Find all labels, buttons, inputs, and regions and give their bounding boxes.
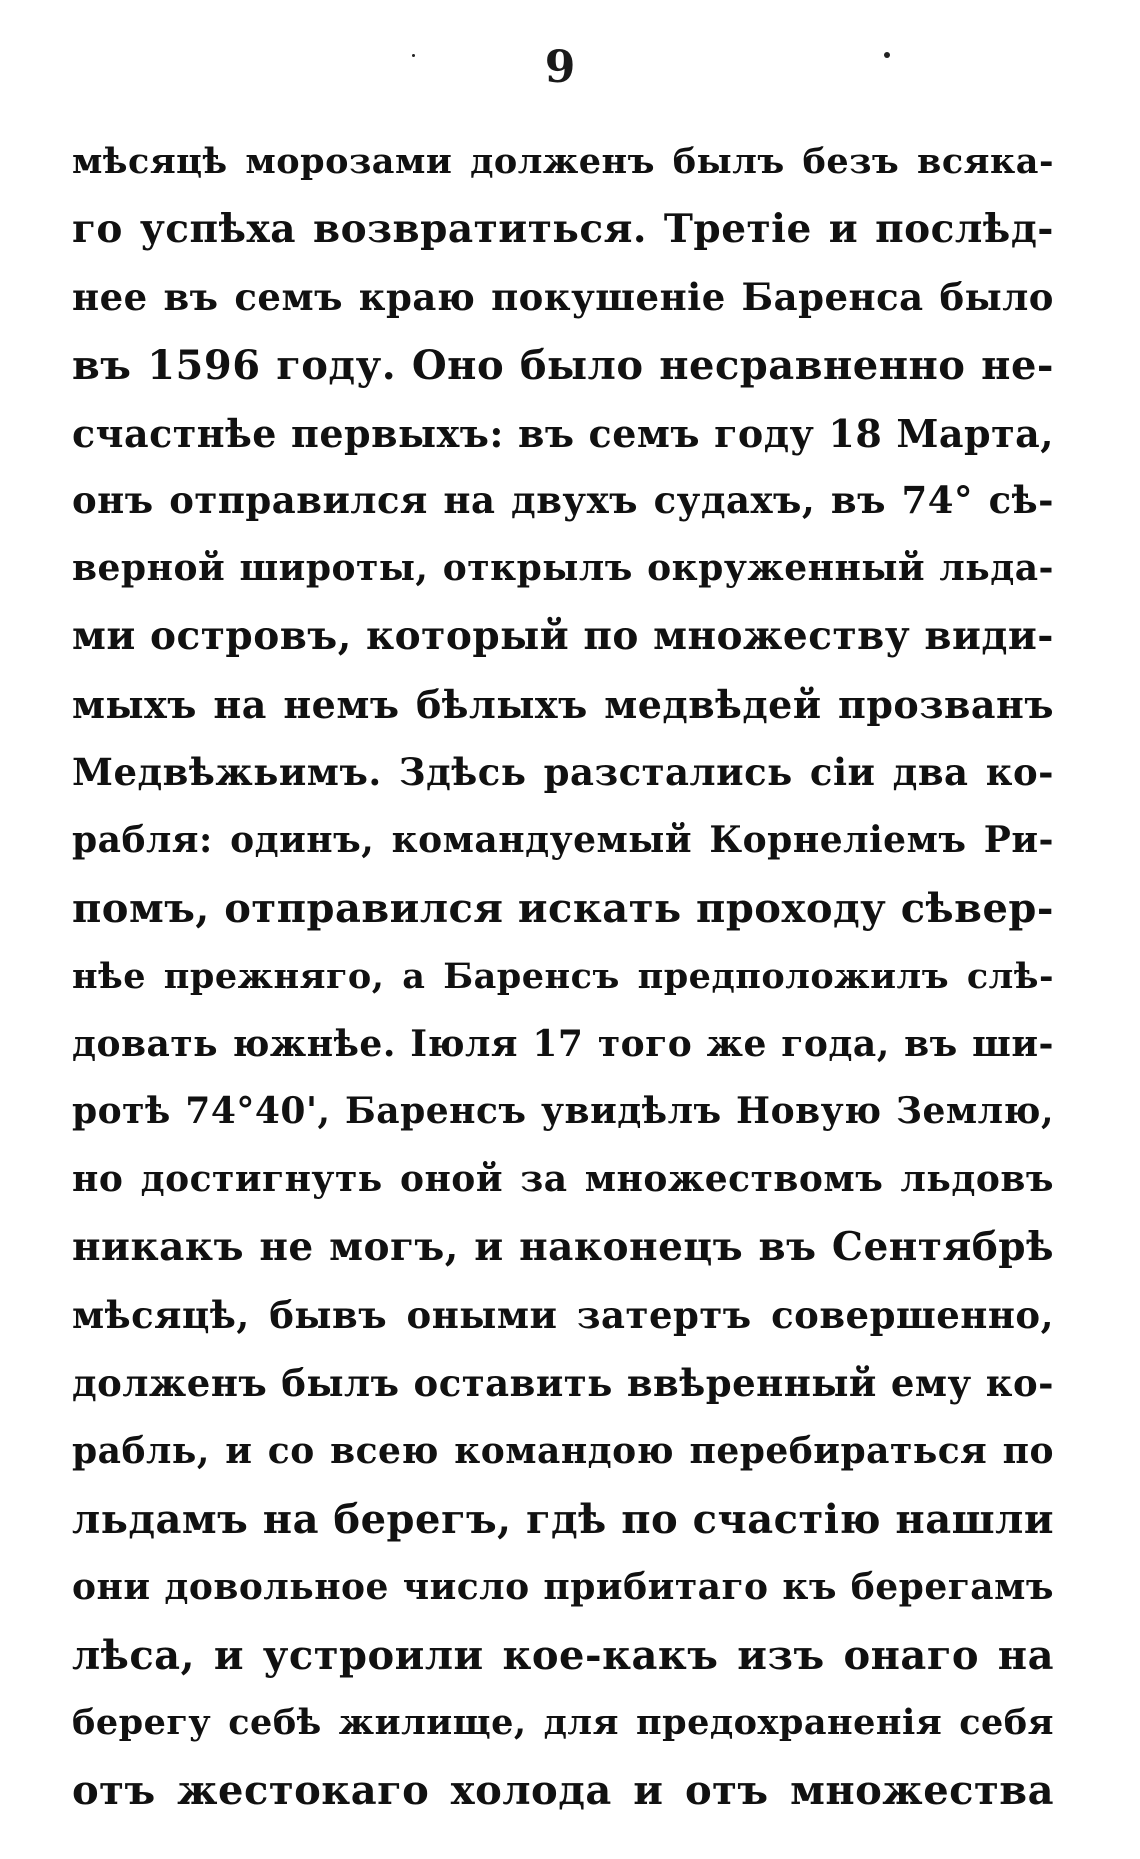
text-line: рабля: одинъ, командуемый Корнеліемъ Ри-: [72, 818, 1054, 861]
body-text: [72, 128, 1054, 1825]
text-line: долженъ былъ оставить ввѣренный ему ко-: [72, 1361, 1054, 1406]
text-line: но достигнуть оной за множествомъ льдовъ: [72, 1158, 1054, 1201]
text-line: рабль, и со всею командою перебираться по: [72, 1429, 1054, 1472]
text-line: отъ жестокаго холода и отъ множества: [72, 1767, 1054, 1815]
text-line: нѣе прежняго, а Баренсъ предположилъ слѣ-: [72, 955, 1054, 997]
text-line: льдамъ на берегъ, гдѣ по счастію нашли: [72, 1495, 1054, 1543]
text-line: счастнѣе первыхъ: въ семъ году 18 Марта,: [72, 410, 1054, 456]
text-line: мыхъ на немъ бѣлыхъ медвѣдей прозванъ: [72, 682, 1054, 728]
text-line: го успѣха возвратиться. Третіе и послѣд-: [72, 205, 1054, 252]
text-line: нее въ семъ краю покушеніе Баренса было: [72, 274, 1054, 319]
text-line: лѣса, и устроили кое-какъ изъ онаго на: [72, 1631, 1054, 1679]
text-line: мѣсяцѣ, бывъ оными затертъ совершенно,: [72, 1293, 1054, 1338]
text-line: верной широты, открылъ окруженный льда-: [72, 547, 1054, 590]
text-line: помъ, отправился искать проходу сѣвер-: [72, 884, 1054, 932]
ink-speck: [884, 52, 890, 58]
text-line: они довольное число прибитаго къ берегамъ: [72, 1565, 1054, 1608]
ink-speck: [412, 54, 415, 57]
text-line: Медвѣжьимъ. Здѣсь разстались сіи два ко-: [72, 750, 1054, 795]
text-line: ротѣ 74°40', Баренсъ увидѣлъ Новую Землю,: [72, 1090, 1054, 1133]
text-line: довать южнѣе. Іюля 17 того же года, въ ши-: [72, 1022, 1054, 1065]
text-line: мѣсяцѣ морозами долженъ былъ безъ всяка-: [72, 141, 1054, 182]
text-line: берегу себѣ жилище, для предохраненія себя: [72, 1702, 1054, 1744]
text-line: никакъ не могъ, и наконецъ въ Сентябрѣ: [72, 1224, 1054, 1271]
text-line: онъ отправился на двухъ судахъ, въ 74° сѣ-: [72, 478, 1054, 523]
page-number: 9: [544, 42, 576, 93]
text-line: ми островъ, который по множеству види-: [72, 613, 1054, 660]
text-line: въ 1596 году. Оно было несравненно не-: [72, 341, 1054, 389]
